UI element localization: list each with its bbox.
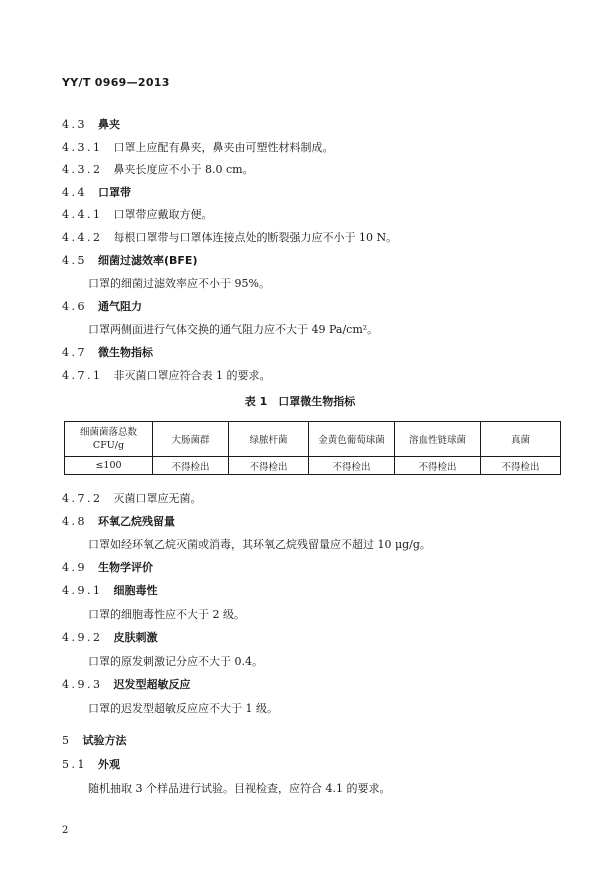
line-text: 非灭菌口罩应符合表 1 的要求。	[113, 369, 271, 382]
table-cell: ≤100	[65, 457, 153, 475]
table-cell: 不得检出	[153, 457, 229, 475]
table-header-cell: 金黄色葡萄球菌	[309, 422, 395, 457]
section-heading	[62, 584, 158, 598]
table-header-cell: 绿脓杆菌	[229, 422, 309, 457]
line-text: 细胞毒性	[113, 584, 158, 597]
paragraph	[88, 655, 263, 669]
line-text: 鼻夹长度应不小于 8.0 cm。	[113, 163, 254, 176]
line-text: 鼻夹	[98, 118, 120, 131]
line-text: 口罩两侧面进行气体交换的通气阻力应不大于 49 Pa/cm²。	[88, 323, 379, 336]
standard-id: YY/T 0969—2013	[62, 76, 170, 89]
line-text: 迟发型超敏反应	[113, 678, 191, 691]
section-number: 4.7.2	[62, 492, 103, 505]
section-number: 4.3.1	[62, 141, 103, 154]
section-number: 4.8	[62, 515, 87, 528]
line-text: 口罩如经环氧乙烷灭菌或消毒，其环氧乙烷残留量应不超过 10 μg/g。	[88, 538, 431, 551]
line-text: 试验方法	[82, 734, 127, 747]
paragraph	[88, 277, 270, 291]
paragraph	[88, 323, 378, 337]
table-cell: 不得检出	[309, 457, 395, 475]
table-header-cell: 真菌	[481, 422, 561, 457]
section-number: 4.4	[62, 186, 87, 199]
table-header-cell: 大肠菌群	[153, 422, 229, 457]
line-text: 每根口罩带与口罩体连接点处的断裂强力应不小于 10 N。	[113, 231, 398, 244]
header-line-2: CFU/g	[92, 440, 125, 451]
line-text: 细菌过滤效率(BFE)	[98, 254, 198, 267]
section-heading	[62, 118, 120, 132]
table-cell: 不得检出	[395, 457, 481, 475]
section-number: 4.6	[62, 300, 87, 313]
section-number: 4.3	[62, 118, 87, 131]
section-heading	[62, 346, 153, 360]
paragraph	[88, 702, 278, 716]
section-number: 4.9	[62, 561, 87, 574]
paragraph	[62, 492, 202, 506]
section-number: 5	[62, 734, 72, 747]
section-number: 4.3.2	[62, 163, 103, 176]
section-number: 4.9.2	[62, 631, 103, 644]
line-text: 口罩的迟发型超敏反应应不大于 1 级。	[88, 702, 278, 715]
table-cell: 不得检出	[481, 457, 561, 475]
line-text: 灭菌口罩应无菌。	[113, 492, 202, 505]
paragraph	[62, 231, 397, 245]
table-title: 表 1 口罩微生物指标	[244, 395, 356, 408]
section-heading	[62, 254, 197, 268]
line-text: 微生物指标	[98, 346, 153, 359]
section-heading	[62, 186, 131, 200]
table-header-cell	[65, 422, 153, 457]
table-cell: 不得检出	[229, 457, 309, 475]
table-row	[65, 457, 561, 475]
section-number: 4.4.1	[62, 208, 103, 221]
table-header-cell: 溶血性链球菌	[395, 422, 481, 457]
section-heading	[62, 515, 175, 529]
section-heading	[62, 734, 127, 748]
section-heading	[62, 561, 153, 575]
section-heading	[62, 758, 120, 772]
paragraph	[88, 608, 245, 622]
section-number: 4.7	[62, 346, 87, 359]
line-text: 环氧乙烷残留量	[98, 515, 175, 528]
paragraph	[62, 208, 213, 222]
section-number: 4.9.1	[62, 584, 103, 597]
table-header-row	[65, 422, 561, 457]
section-number: 4.7.1	[62, 369, 103, 382]
paragraph	[62, 163, 254, 177]
paragraph	[62, 141, 334, 155]
page-number: 2	[62, 825, 69, 836]
section-heading	[62, 631, 158, 645]
paragraph	[88, 538, 431, 552]
line-text: 口罩的细菌过滤效率应不小于 95%。	[88, 277, 270, 290]
section-number: 5.1	[62, 758, 87, 771]
microbial-table	[64, 421, 561, 475]
line-text: 口罩带应戴取方便。	[113, 208, 213, 221]
line-text: 通气阻力	[98, 300, 142, 313]
line-text: 口罩带	[98, 186, 131, 199]
paragraph	[88, 782, 390, 796]
section-number: 4.4.2	[62, 231, 103, 244]
line-text: 外观	[98, 758, 120, 771]
line-text: 皮肤刺激	[113, 631, 158, 644]
section-heading	[62, 678, 191, 692]
paragraph	[62, 369, 271, 383]
section-number: 4.9.3	[62, 678, 103, 691]
line-text: 生物学评价	[98, 561, 153, 574]
header-line-1: 细菌菌落总数	[79, 427, 137, 438]
line-text: 随机抽取 3 个样品进行试验。目视检查，应符合 4.1 的要求。	[88, 782, 391, 795]
line-text: 口罩的原发刺激记分应不大于 0.4。	[88, 655, 263, 668]
section-number: 4.5	[62, 254, 87, 267]
section-heading	[62, 300, 142, 314]
line-text: 口罩的细胞毒性应不大于 2 级。	[88, 608, 245, 621]
line-text: 口罩上应配有鼻夹，鼻夹由可塑性材料制成。	[113, 141, 334, 154]
